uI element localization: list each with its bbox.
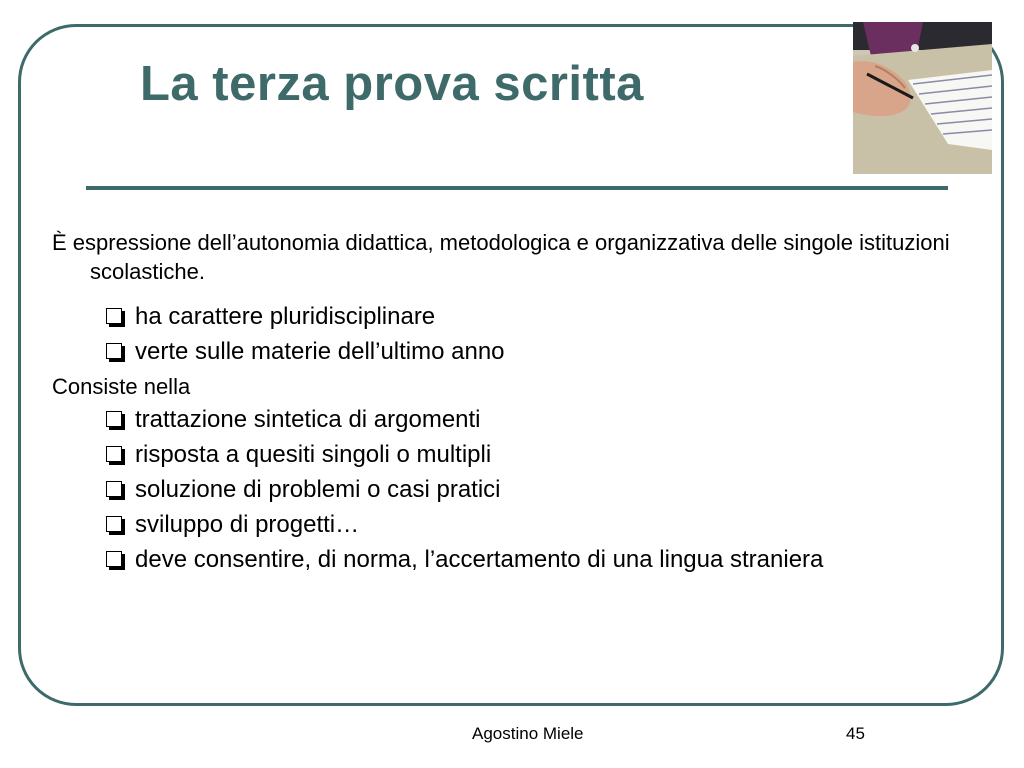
checkbox-bullet-icon <box>106 516 122 532</box>
list-item-text: verte sulle materie dell’ultimo anno <box>135 338 505 365</box>
checkbox-bullet-icon <box>106 551 122 567</box>
list-item-text: soluzione di problemi o casi pratici <box>135 476 501 503</box>
checkbox-bullet-icon <box>106 308 122 324</box>
list-item-text: risposta a quesiti singoli o multipli <box>135 441 492 468</box>
page-number: 45 <box>846 724 865 743</box>
list-item-text: trattazione sintetica di argomenti <box>135 406 481 433</box>
list-item <box>52 545 952 574</box>
list-item <box>52 302 952 331</box>
title-divider <box>86 186 948 190</box>
list-item <box>52 510 952 539</box>
slide-title: La terza prova scritta <box>140 57 644 111</box>
checkbox-bullet-icon <box>106 446 122 462</box>
checkbox-bullet-icon <box>106 343 122 359</box>
list-item-text: sviluppo di progetti… <box>135 511 360 538</box>
list-item-text: deve consentire, di norma, l’accertamento di una lingua straniera <box>135 546 824 573</box>
list-item <box>52 440 952 469</box>
list-item-text: ha carattere pluridisciplinare <box>135 303 436 330</box>
list-item <box>52 475 952 504</box>
checkbox-bullet-icon <box>106 411 122 427</box>
consists-label: Consiste nella <box>52 374 191 399</box>
features-list <box>52 302 952 366</box>
list-item <box>52 337 952 366</box>
intro-text: È espressione dell’autonomia didattica, metodologica e organizzativa delle singole istituzioni scolastiche. <box>52 230 950 284</box>
footer-author: Agostino Miele <box>472 724 584 743</box>
writing-hand-photo <box>853 22 992 174</box>
checkbox-bullet-icon <box>106 481 122 497</box>
slide-body <box>52 228 952 580</box>
consists-list <box>52 405 952 574</box>
list-item <box>52 405 952 434</box>
